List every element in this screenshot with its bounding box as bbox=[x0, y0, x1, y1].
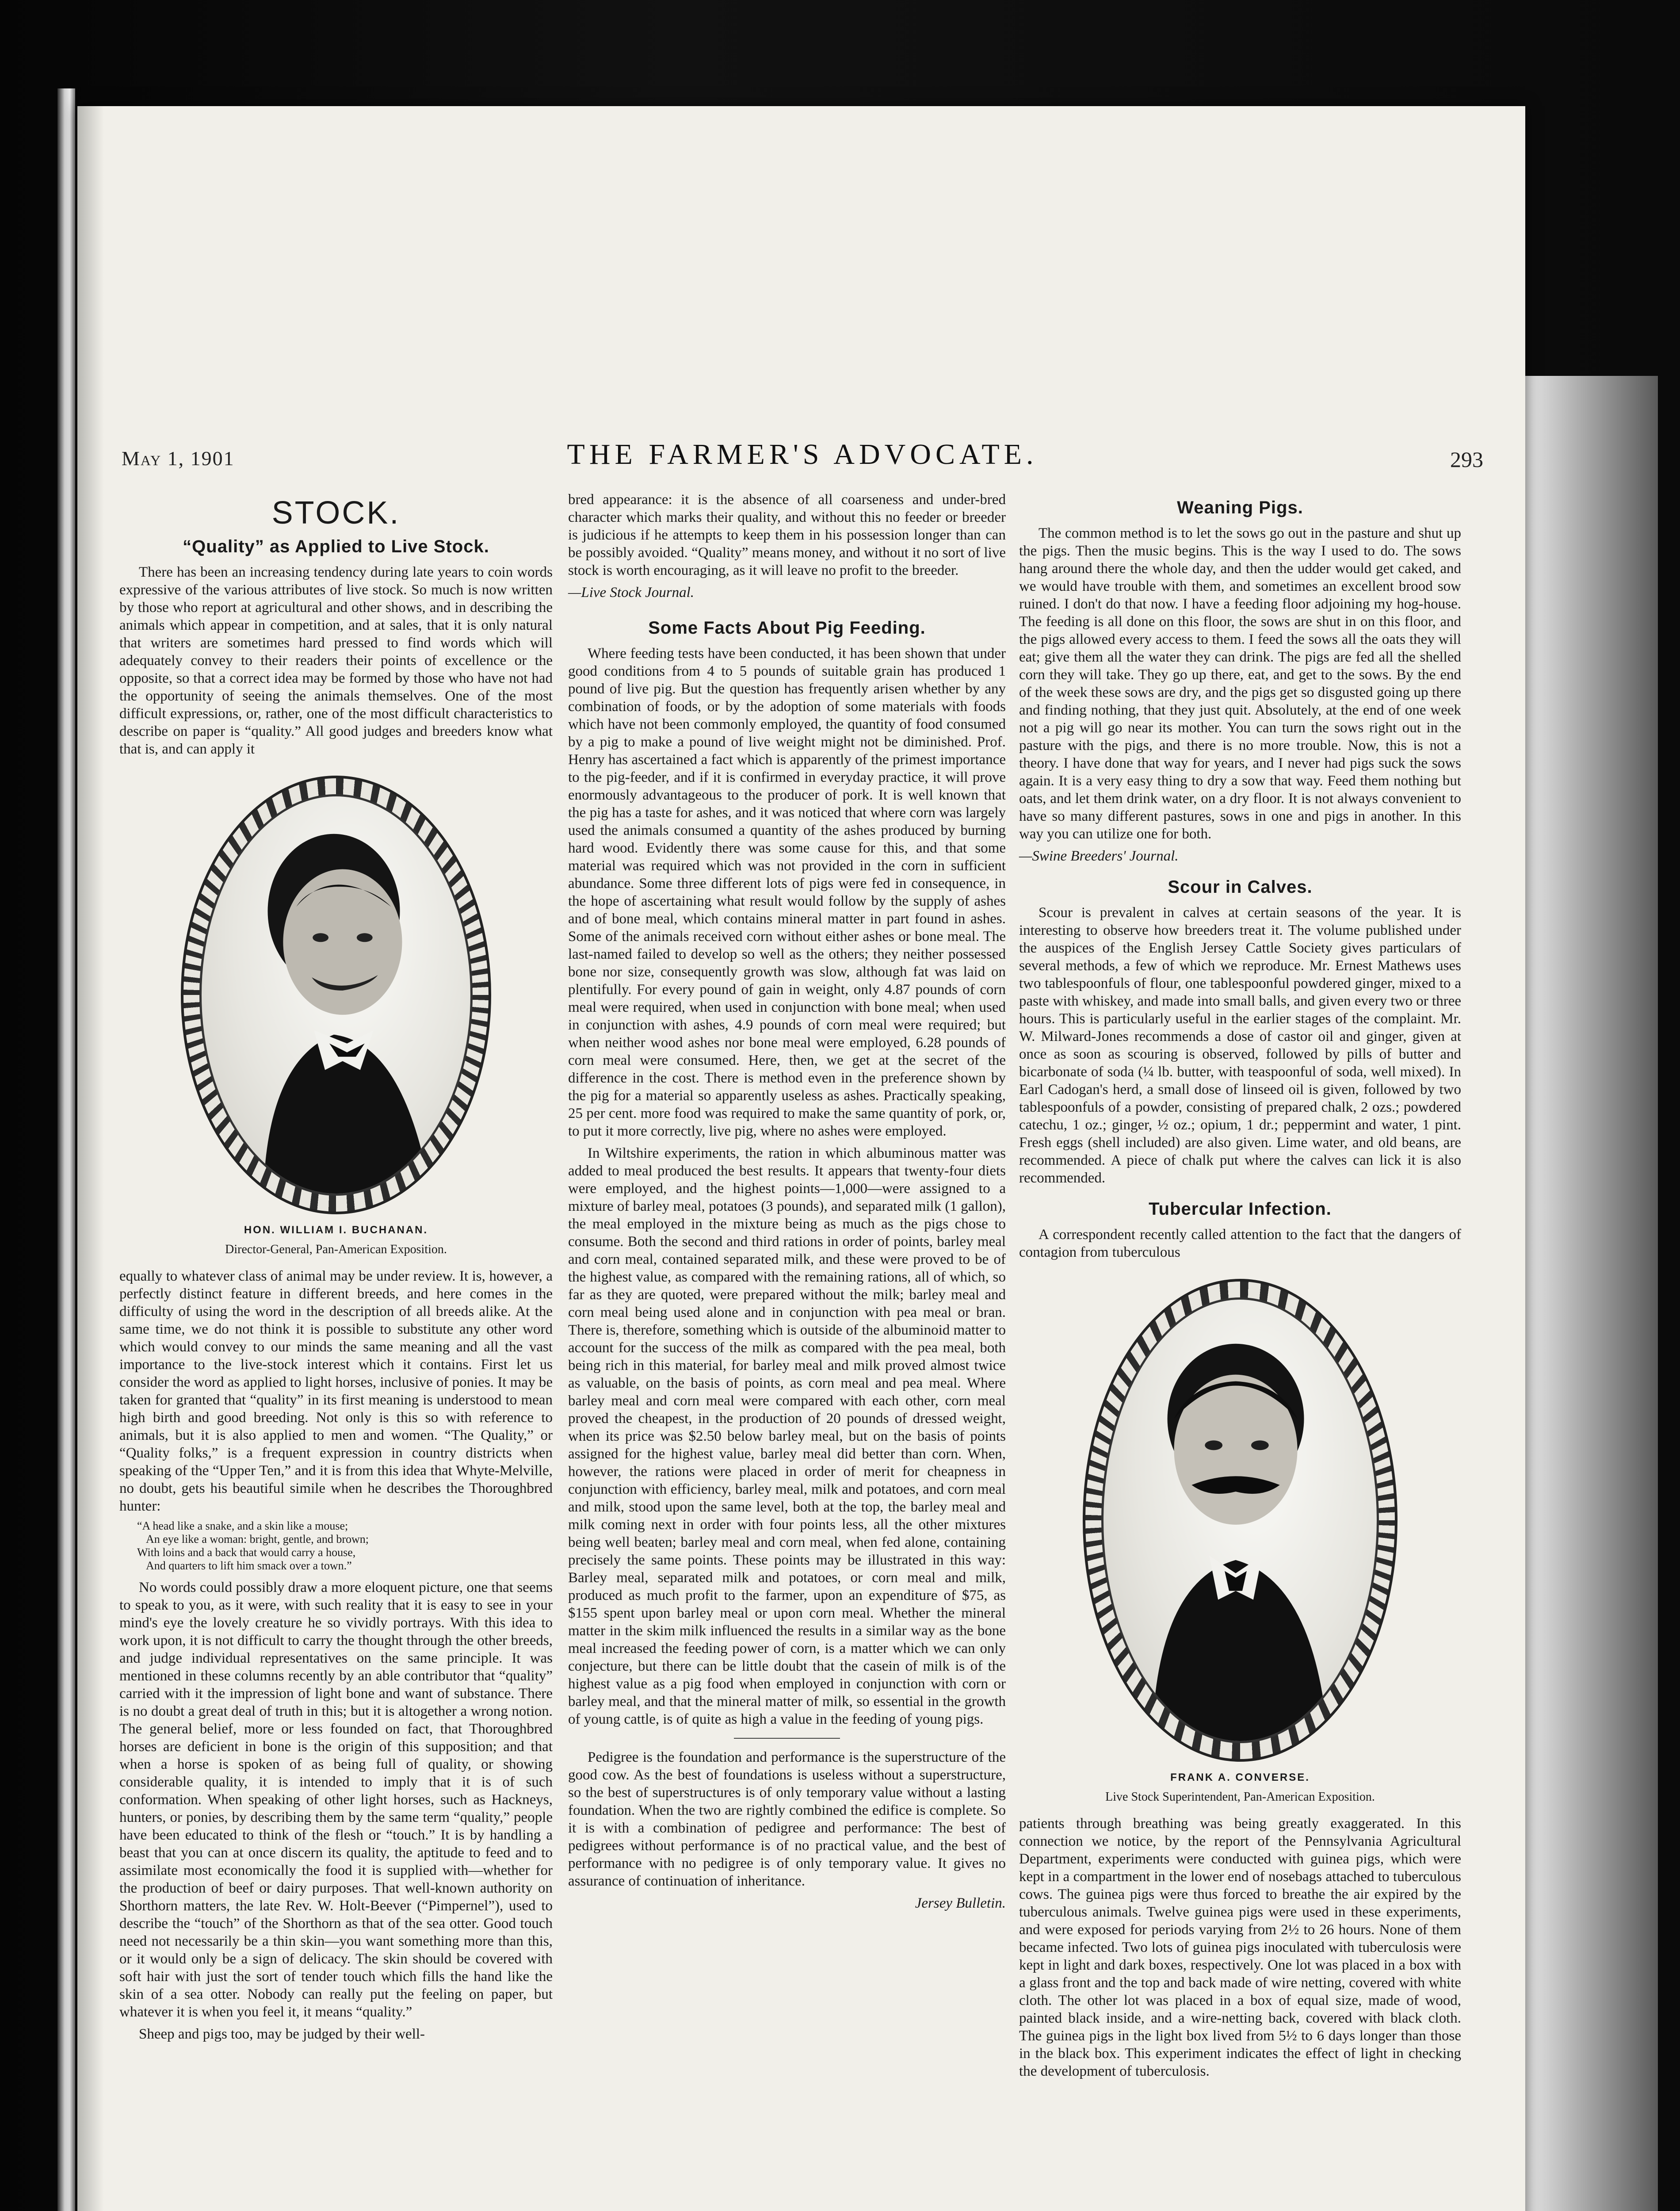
paragraph: A correspondent recently called attention to the fact that the dangers of contagion from tuberculous bbox=[1019, 1227, 1461, 1260]
next-page-shadow bbox=[1525, 376, 1658, 2211]
portrait-name: FRANK A. CONVERSE. bbox=[1170, 1771, 1310, 1783]
source-credit: —Live Stock Journal. bbox=[568, 585, 695, 601]
paragraph: Scour is prevalent in calves at certain seasons of the year. It is interesting to observe how breeders treat it. The volume published under the auspices of the English Jersey Cattle Society gives particulars of several methods, a few of which we reproduce. Mr. Ernest Mathews uses two tablespoonfuls of flour, one tablespoonful powdered ginger, mixed to a paste with whiskey, and made into small balls, and given every two or three hours. This is particularly useful in the earlier stages of the complaint. Mr. W. Milward-Jones recommends a dose of castor oil and ginger, given at once as soon as scouring is observed, followed by pills of butter and bicarbonate of soda (¼ lb. butter, with teaspoonful of soda, well mixed). In Earl Cadogan's herd, a small dose of linseed oil is given, followed by two tablespoonfuls of a powder, consisting of prepared chalk, 2 ozs.; powdered catechu, 1 oz.; ginger, ½ oz.; opium, 1 dr.; peppermint and water, 1 pint. Fresh eggs (shell included) are also given. Lime water, and old beans, are recommended. A piece of chalk put where the calves can lick it is also recommended. bbox=[1019, 905, 1461, 1186]
poem-line: And quarters to lift him smack over a town.” bbox=[146, 1559, 352, 1572]
column-1 bbox=[119, 491, 553, 2047]
source-credit: —Swine Breeders' Journal. bbox=[1019, 848, 1179, 864]
issue-date: May 1, 1901 bbox=[122, 447, 235, 470]
ornamental-oval-frame bbox=[181, 776, 491, 1214]
running-head bbox=[122, 438, 1483, 473]
article-title-quality: “Quality” as Applied to Live Stock. bbox=[183, 537, 489, 556]
man-portrait-image bbox=[1103, 1300, 1377, 1741]
column-3 bbox=[1019, 491, 1461, 2085]
article-title-tubercular: Tubercular Infection. bbox=[1149, 1199, 1332, 1219]
article-title-pig-feeding: Some Facts About Pig Feeding. bbox=[648, 618, 926, 638]
poem-line: “A head like a snake, and a skin like a mouse; bbox=[137, 1519, 348, 1532]
paragraph: No words could possibly draw a more eloquent picture, one that seems to speak to you, as it were, with such reality that it is easy to see in your mind's eye the lovely creature he so vividly portrays. With this idea to work upon, it is not difficult to carry the thought through the other breeds, and judge individual representatives on the same principle. It was mentioned in these columns recently by an able contributor that “quality” carried with it the impression of light bone and want of substance. There is no doubt a great deal of truth in this; but it is altogether a wrong notion. The general belief, more or less founded on fact, that Thoroughbred horses are deficient in bone is the origin of this supposition; and that when a horse is spoken of as being full of quality, or showing considerable quality, it is intended to imply that it is of such conformation. When speaking of other light horses, such as Hackneys, hunters, or ponies, by describing them by the same term “quality,” people have been educated to think of the flesh or “touch.” It is by handling a beast that you can at once discern its quality, the aptitude to feed and to assimilate most economically the food it is supplied with—whether for the production of beef or dairy purposes. That well-known authority on Shorthorn matters, the late Rev. W. Holt-Beever (“Pimpernel”), used to describe the “touch” of the Shorthorn as that of the sea otter. Good touch need not necessarily be a thin skin—you want something more than this, or it would only be a sign of delicacy. The skin should be covered with soft hair with just the sort of tender touch which fills the hand like the skin of a sea otter. Nobody can really put the feeling on paper, but whatever it is when you feel it, it means “quality.” bbox=[119, 1580, 553, 2020]
publication-title: THE FARMER'S ADVOCATE. bbox=[567, 438, 1038, 471]
portrait-title: Live Stock Superintendent, Pan-American Exposition. bbox=[1105, 1790, 1375, 1804]
poem-line: An eye like a woman: bright, gentle, and brown; bbox=[146, 1533, 369, 1545]
poem-line: With loins and a back that would carry a house, bbox=[137, 1546, 356, 1559]
paragraph: Where feeding tests have been conducted, it has been shown that under good conditions from 4 to 5 pounds of suitable grain has produced 1 pound of live pig. But the question has frequently arisen whether by any combination of foods, or by the adoption of some materials with foods which have not been commonly employed, the quantity of food consumed by a pig to make a pound of live weight might not be diminished. Prof. Henry has ascertained a fact which is apparently of the primest importance to the pig-feeder, and if it is confirmed in everyday practice, it will prove enormously advantageous to the producer of pork. It is well known that the pig has a taste for ashes, and it was noticed that where corn was largely used the animals consumed a quantity of the ashes produced by burning hard wood. Evidently there was some cause for this, and that some material was required which was not provided in the corn in sufficient abundance. Some three different lots of pigs were fed in consequence, in the hope of ascertaining what result would follow by the supply of ashes and of bone meal, which contains mineral matter in part found in ashes. Some of the animals received corn without either ashes or bone meal. The last-named failed to develop so well as the others; they neither possessed bone nor size, consequently growth was slow, although fat was laid on plentifully. For every pound of gain in weight, only 4.87 pounds of corn meal were required, when used in conjunction with bone meal; when used in conjunction with ashes, 4.9 pounds of corn meal were required; but when neither wood ashes nor bone meal were employed, 6.28 pounds of corn meal were consumed. Here, then, we get at the secret of the difference in the cost. There is method even in the preference shown by the pig for a material so apparently useless as ashes. Practically speaking, 25 per cent. more food was required to make the same quantity of pork, or, to put it more correctly, live pig, where no ashes were employed. bbox=[568, 646, 1006, 1139]
paragraph: equally to whatever class of animal may be under review. It is, however, a perfectly distinct feature in different breeds, and here comes in the difficulty of using the word in the description of all breeds alike. At the same time, we do not think it is possible to substitute any other word which would convey to our minds the same meaning and all the vast importance to the live-stock interest which it contains. First let us consider the word as applied to light horses, inclusive of ponies. It may be taken for granted that “quality” in its first meaning is understood to mean high birth and good breeding. Not only is this so with reference to animals, but it is also applied to men and women. “The Quality,” or “Quality folks,” is a frequent expression in country districts when speaking of the “Upper Ten,” and it is from this idea that Whyte-Melville, no doubt, gets his beautiful simile when he describes the Thoroughbred hunter: bbox=[119, 1268, 553, 1514]
source-credit: Jersey Bulletin. bbox=[915, 1895, 1006, 1911]
paragraph: There has been an increasing tendency during late years to coin words expressive of the various attributes of live stock. So much is now written by those who report at agricultural and other shows, and in describing the animals which appear in competition, and at sales, that it is only natural that writers are sometimes hard pressed to find words which will adequately convey to their readers their points of excellence or the opposite, so that a correct idea may be formed by those who have not had the opportunity of seeing the animals themselves. One of the most difficult expressions, or, rather, one of the most difficult characteristics to describe on paper is “quality.” All good judges and breeders know what that is, and can apply it bbox=[119, 564, 553, 757]
portrait-photo bbox=[199, 794, 473, 1196]
portrait-title: Director-General, Pan-American Exposition. bbox=[225, 1243, 447, 1256]
page-number: 293 bbox=[1450, 447, 1483, 472]
previous-page-edge bbox=[57, 88, 75, 2211]
portrait-buchanan bbox=[159, 776, 513, 1259]
article-title-weaning: Weaning Pigs. bbox=[1177, 498, 1303, 517]
portrait-name: HON. WILLIAM I. BUCHANAN. bbox=[244, 1224, 428, 1236]
ornamental-oval-frame bbox=[1083, 1279, 1397, 1762]
paragraph: patients through breathing was being greatly exaggerated. In this connection we notice, by the report of the Pennsylvania Agricultural Department, experiments were conducted with guinea pigs, which were kept in a compartment in the lower end of nosebags attached to tuberculous cows. The guinea pigs were thus forced to breathe the air expired by the tuberculous animals. Twelve guinea pigs were used in these experiments, and were exposed for periods varying from 2½ to 26 hours. None of them became infected. Two lots of guinea pigs inoculated with tuberculosis were kept in light and dark boxes, respectively. One lot was placed in a box with a glass front and the top and back made of wire netting, covered with white cloth. The other lot was placed in a box of equal size, made of wood, painted black inside, and a wire-netting back, covered with black cloth. The guinea pigs in the light box lived from 5½ to 6 days longer than those in the black box. This experiment indicates the effect of light in checking the development of tuberculosis. bbox=[1019, 1816, 1461, 2079]
article-title-scour: Scour in Calves. bbox=[1168, 877, 1313, 897]
portrait-converse bbox=[1059, 1279, 1421, 1806]
man-portrait-image bbox=[202, 796, 470, 1193]
column-2 bbox=[568, 491, 1006, 1912]
section-title: STOCK. bbox=[271, 495, 401, 531]
newspaper-page bbox=[77, 106, 1525, 2211]
paragraph: bred appearance: it is the absence of all coarseness and under-bred character which marks their quality, and without this no feeder or breeder is judicious if he attempts to keep them in his possession longer than can be possibly avoided. “Quality” means money, and without it no sort of live stock is worth encouraging, as it will leave no profit to the breeder. bbox=[568, 492, 1006, 578]
paragraph: Pedigree is the foundation and performance is the superstructure of the good cow. As the best of foundations is useless without a superstructure, so the best of superstructures is of only temporary value without a lasting foundation. When the two are rightly combined the edifice is complete. So it is with a combination of pedigree and performance: The best of pedigrees without performance is of no practical value, and the best of performance with no pedigree is of only temporary value. It gives no assurance of continuation of inheritance. bbox=[568, 1749, 1006, 1889]
paragraph: The common method is to let the sows go out in the pasture and shut up the pigs. Then the music begins. This is the way I used to do. The sows hang around there the whole day, and then the udder would get caked, and we would have trouble with them, and sometimes an excellent brood sow ruined. I don't do that now. I have a feeding floor adjoining my hog-house. The feeding is all done on this floor, the sows are shut in on this floor, and the pigs allowed every access to them. I feed the sows all the oats they will eat; give them all the water they can drink. The pigs are fed all the shelled corn they will take. They go up there, eat, and get to the sows. By the end of the week these sows are dry, and the pigs get so disgusted going up there and finding nothing, that they just quit. Absolutely, at the end of one week not a pig will go near its mother. You can turn the sows right out in the pasture with the pigs, and there is no more trouble. Now, this is not a theory. I have done that way for years, and I never had pigs suck the sows again. It is a very easy thing to dry a sow that way. Feed them nothing but oats, and let them drink water, on a dry floor. It is not always convenient to have so many different pastures, sows in one and pigs in another. In this way you can utilize one for both. bbox=[1019, 525, 1461, 842]
divider bbox=[734, 1738, 840, 1739]
paragraph: In Wiltshire experiments, the ration in which albuminous matter was added to meal produced the best results. It appears that twenty-four diets were employed, and the highest points—1,000—were assigned to a mixture of barley meal, potatoes (3 pounds), and separated milk (1 gallon), the meal employed in the mixture being as much as the pigs chose to consume. Both the second and third rations in order of points, barley meal and corn meal, contained separated milk, and these were proved to be of the highest value, as compared with the remaining rations, all of which, so far as they are quoted, were prepared without the milk; barley meal and corn meal being used alone and in conjunction with pea meal or bran. There is, therefore, something which is outside of the albuminoid matter to account for the success of the milk as compared with the pea meal, both being rich in this material, for barley meal and milk proved almost twice as valuable, on the basis of points, as corn meal and pea meal. Where barley meal and corn meal were compared with each other, corn meal proved the cheapest, in the production of 20 pounds of dressed weight, when its price was $2.50 below barley meal, but on the basis of points assigned for the highest value, barley meal did better than corn. When, however, the rations were placed in order of merit for cheapness in conjunction with efficiency, barley meal, milk and potatoes, and corn meal and milk, stood upon the same level, both at the top, the barley meal and milk coming next in order with four points less, all the other mixtures being well beaten; barley meal and corn meal, when fed alone, containing precisely the same points. These points may be illustrated in this way: Barley meal, separated milk and potatoes, or corn meal and milk, produced as much profit to the farmer, upon an expenditure of $75, as $155 spent upon barley meal or upon corn meal. Whether the mineral matter in the skim milk influenced the results in a similar way as the bone meal increased the feeding power of corn, is a matter which we can only conjecture, but there can be little doubt that the casein of milk is of the highest value as a pig food when employed in conjunction with corn or barley meal, and that the mineral matter of milk, so essential in the growth of young cattle, is of quite as high a value in the feeding of young pigs. bbox=[568, 1145, 1006, 1727]
paragraph: Sheep and pigs too, may be judged by their well- bbox=[139, 2026, 425, 2042]
portrait-photo bbox=[1101, 1297, 1379, 1743]
poem-quote bbox=[137, 1519, 553, 1572]
